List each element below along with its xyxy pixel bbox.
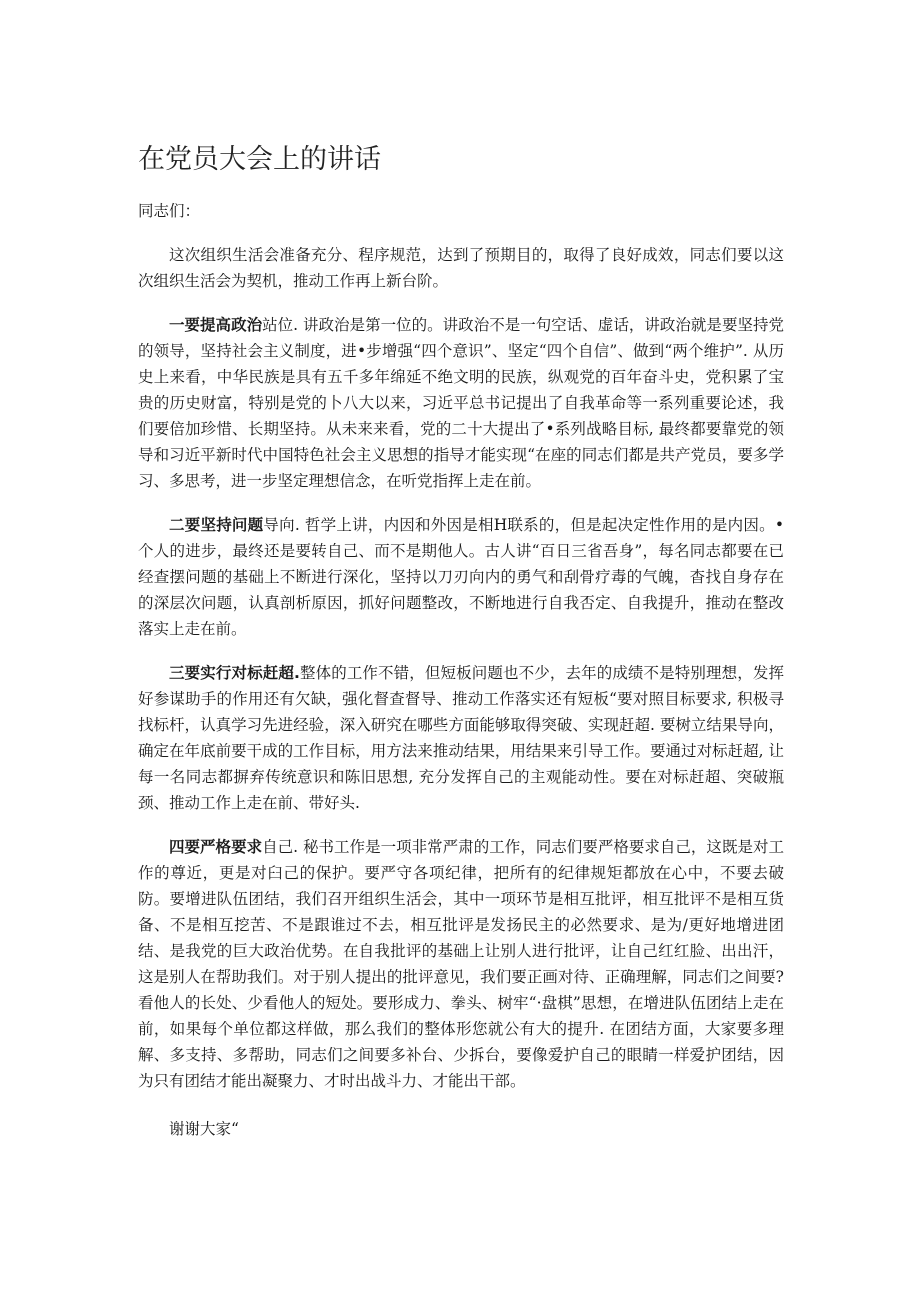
section-paragraph-3 [138, 660, 784, 816]
section-lead-1: 一要提高政治 [169, 316, 263, 334]
section-lead-3: 三要实行对标赶超. [169, 664, 300, 682]
section-body-4: 自己. 秘书工作是一项非常严肃的工作，同志们要严格要求自己，这既是对工作的尊近，更是对臼己的保护。要严守各项纪律，把所有的纪律规矩都放在心中，不要去破防。要增进队伍团结，我们召开组织生活会，其中一项环节是相互批评，相互批评不是相互货备、不是相互挖苦、不是跟谁过不去，相互批评是发扬民主的必然要求、是为/更好地增进团结、是我党的巨大政治优势。在自我批评的基础上让别人进行批评，让自己红红脸、出出汗，这是别人在帮助我们。对于别人提出的批评意见，我们要正画对待、正确理解，同志们之间要?看他人的长处、少看他人的短处。要形成力、拳头、树牢“·盘棋”思想，在增进队伍团结上走在前，如果每个单位都这样做，那么我们的整体形您就公有大的提升. 在团结方面，大家要多理解、多支持、多帮助，同志们之间要多补台、少拆台，要像爱护自己的眼睛一样爱护团结，因为只有团结才能出凝聚力、才时出战斗力、才能出干部。 [138, 838, 784, 1090]
intro-paragraph: 这次组织生活会准备充分、程序规范，达到了预期目的，取得了良好成效，同志们要以这次组织生活会为契机，推动工作再上新台阶。 [138, 246, 784, 290]
document-page [138, 138, 784, 1142]
section-body-2: 导向. 哲学上讲，内因和外因是相H联系的，但是起决定性作用的是内因。•个人的进步，最终还是要转自己、而不是期他人。古人讲“百日三省吾身”，每名同志都要在已经查摆问题的基础上不断进行深化，坚持以刀刃向内的勇气和刮骨疗毒的气魄，杳找自身存在的深层次问题，认真剖析原因，抓好问题整改，不断地进行自我否定、自我提升，推动在整改落实上走在前。 [138, 516, 784, 638]
section-lead-4: 四要严格要求 [169, 838, 263, 856]
section-paragraph-1 [138, 312, 784, 494]
section-body-1: 站位. 讲政治是第一位的。讲政治不是一句空话、虚话，讲政治就是要坚持党的领导，坚持社会主义制度，进•步增强“四个意识”、坚定“四个自信”、做到“两个维护”. 从历史上来看，中华民族是具有五千多年绵延不绝文明的民族，纵观党的百年奋斗史，党积累了宝贵的历史财富，特别是党的卜八大以来，习近平总书记提出了自我革命等一系列重要论述，我们要倍加珍惜、长期坚持。从未来来看，党的二十大提出了•系列战略目标, 最终都要靠党的领导和习近平新时代中国特色社会主义思想的指导才能实现“在座的同志们都是共产党员，要多学习、多思考，进一步坚定理想信念，在听党指挥上走在前。 [138, 316, 784, 490]
salutation: 同志们： [138, 202, 201, 220]
section-lead-2: 二要坚持问题 [169, 516, 264, 534]
section-body-3: 整体的工作不错，但短板问题也不少，去年的成绩不是特别理想，发挥好参谋助手的作用还有欠缺，强化督查督导、推动工作落实还有短板“要对照目标要求, 积极寻找标杆，认真学习先进经验，深入研究在哪些方面能够取得突破、实现赶超. 要树立结果导向，确定在年底前要干成的工作目标，用方法来推动结果，用结果来引导工作。要通过对标赶超, 让每一名同志都摒弃传统意识和陈旧思想, 充分发挥自己的主观能动性。要在对标赶超、突破瓶颈、推动工作上走在前、带好头. [138, 664, 784, 812]
section-paragraph-2 [138, 512, 784, 642]
document-title: 在党员大会上的讲话 [138, 144, 381, 175]
closing-line: 谢谢大家“ [169, 1120, 239, 1138]
section-paragraph-4 [138, 834, 784, 1094]
